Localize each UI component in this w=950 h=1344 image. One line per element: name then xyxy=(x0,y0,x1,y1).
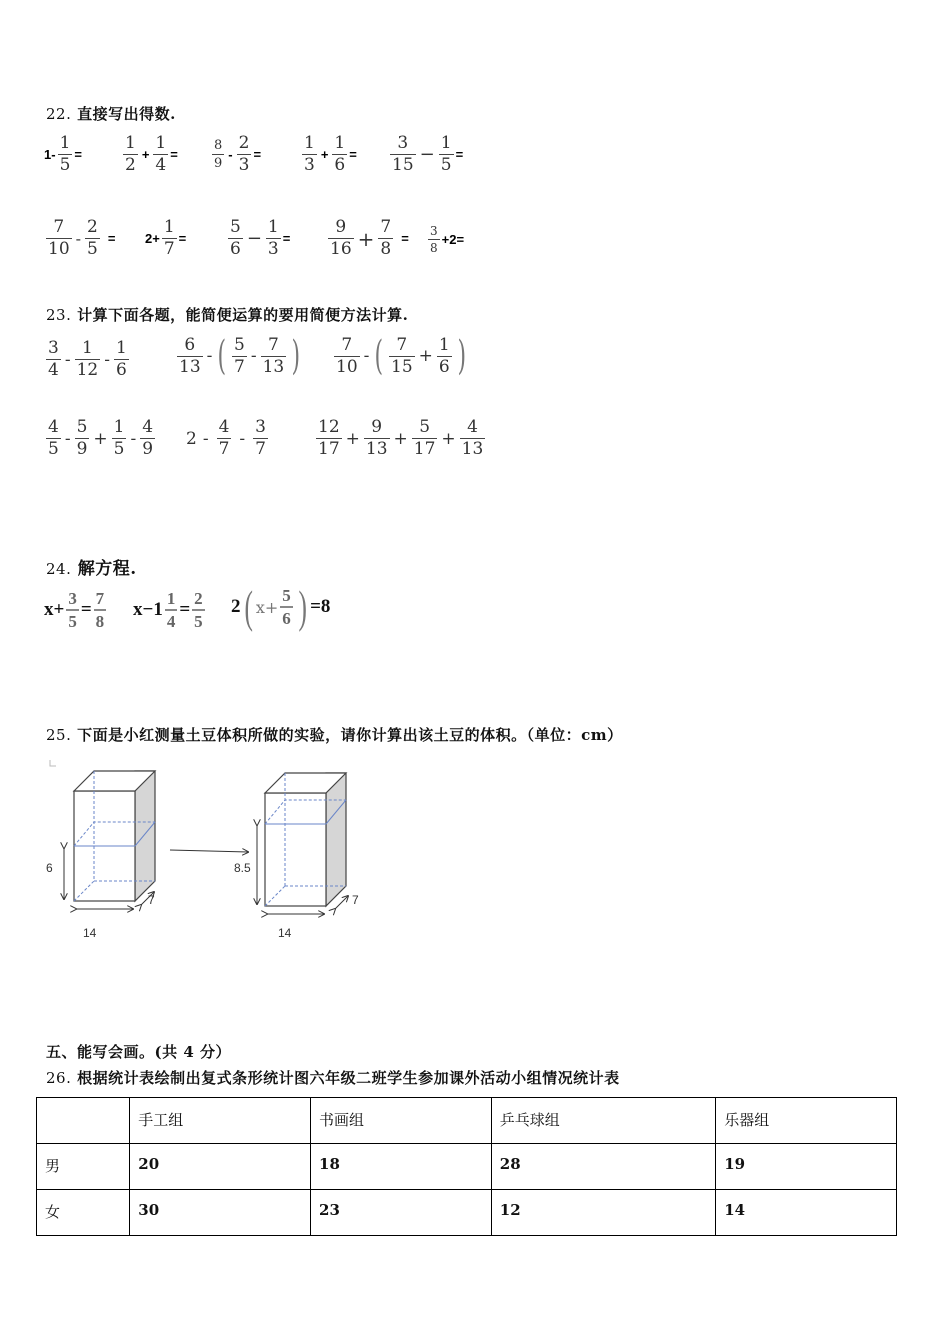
fraction: $\frac{5}{17}$ xyxy=(413,417,436,459)
table-cell: 19 xyxy=(716,1144,897,1190)
q22-expr-1: 1- $\frac{1}{5}$ = xyxy=(44,133,82,175)
table-row-label: 女 xyxy=(37,1190,130,1236)
table-cell: 12 xyxy=(491,1190,715,1236)
q22-expr-10: $\frac{3}{8}$ +2= xyxy=(430,224,465,255)
fraction: $\frac{7}{10}$ xyxy=(336,334,358,377)
right-paren: ) xyxy=(291,333,301,379)
left-paren: ( xyxy=(217,333,227,379)
fraction: $\frac{5}{6}$ xyxy=(282,586,291,628)
left-paren: ( xyxy=(374,333,384,379)
fraction: $\frac{3}{15}$ xyxy=(392,133,414,175)
fig1-width-label: 14 xyxy=(83,926,97,940)
q23-expr-2: $\frac{6}{13}$ - ( $\frac{5}{7}$ - $\frac{7}{13}$ ) xyxy=(179,333,301,379)
fraction: $\frac{3}{8}$ xyxy=(430,224,438,255)
fraction: $\frac{5}{9}$ xyxy=(76,417,88,459)
q23-expr-3: $\frac{7}{10}$ - ( $\frac{7}{15}$ + $\frac{1}{6}$ ) xyxy=(336,333,466,379)
fraction: $\frac{7}{13}$ xyxy=(262,334,285,377)
q25-title: 25. 下面是小红测量土豆体积所做的实验，请你计算出该土豆的体积。（单位：cm） xyxy=(46,726,623,744)
table-cell xyxy=(37,1098,130,1144)
q26-title: 26. 根据统计表绘制出复式条形统计图六年级二班学生参加课外活动小组情况统计表 xyxy=(46,1069,620,1087)
fraction: $\frac{1}{4}$ xyxy=(155,133,167,175)
fraction: $\frac{6}{13}$ xyxy=(179,334,201,377)
container-experiment-figure xyxy=(40,752,380,947)
q24-eq-2: x−1 $\frac{1}{4}$ = $\frac{2}{5}$ xyxy=(133,589,203,631)
fraction: $\frac{4}{7}$ xyxy=(218,417,230,459)
q23-expr-4: $\frac{4}{5}$ - $\frac{5}{9}$ + $\frac{1}{5}$ - $\frac{4}{9}$ xyxy=(48,417,154,459)
q22-expr-7: 2+ $\frac{1}{7}$ = xyxy=(145,217,187,259)
fraction: $\frac{1}{3}$ xyxy=(304,133,315,175)
q23-expr-5: 2 - $\frac{4}{7}$ - $\frac{3}{7}$ xyxy=(186,417,266,459)
fig1-height-label: 6 xyxy=(46,861,53,875)
table-header-row xyxy=(37,1098,897,1144)
q22-expr-4: $\frac{1}{3}$ + $\frac{1}{6}$ = xyxy=(304,133,357,175)
fraction: $\frac{2}{5}$ xyxy=(194,589,203,631)
container-before xyxy=(64,771,155,909)
fraction: $\frac{1}{2}$ xyxy=(125,133,136,175)
table-cell: 20 xyxy=(130,1144,311,1190)
q22-expr-8: $\frac{5}{6}$ − $\frac{1}{3}$ = xyxy=(230,217,291,259)
right-paren: ) xyxy=(457,333,466,379)
fraction: $\frac{1}{6}$ xyxy=(334,133,346,175)
table-header-cell: 乐器组 xyxy=(716,1098,897,1144)
fraction: $\frac{7}{10}$ xyxy=(48,217,70,259)
table-row xyxy=(37,1190,897,1236)
fraction: $\frac{2}{3}$ xyxy=(238,133,250,175)
table-cell: 14 xyxy=(716,1190,897,1236)
q23-expr-6: $\frac{12}{17}$ + $\frac{9}{13}$ + $\frac{5}{17}$ + $\frac{4}{13}$ xyxy=(318,417,484,459)
q22-expr-5: $\frac{3}{15}$ − $\frac{1}{5}$ = xyxy=(392,133,464,175)
table-row xyxy=(37,1144,897,1190)
q23-expr-1: $\frac{3}{4}$ - $\frac{1}{12}$ - $\frac{1}{6}$ xyxy=(48,338,127,380)
section-5-title: 五、能写会画。(共 4 分） xyxy=(46,1043,231,1061)
table-cell: 28 xyxy=(491,1144,715,1190)
fraction: $\frac{4}{13}$ xyxy=(461,417,484,459)
activity-stats-table xyxy=(36,1097,897,1236)
fraction: $\frac{12}{17}$ xyxy=(318,417,340,459)
fraction: $\frac{1}{5}$ xyxy=(59,133,71,175)
q22-title: 22. 直接写出得数. xyxy=(46,105,176,123)
q22-expr-9: $\frac{9}{16}$ + $\frac{7}{8}$ = xyxy=(330,217,409,259)
q23-title: 23. 计算下面各题，能简便运算的要用简便方法计算. xyxy=(46,306,409,324)
fraction: $\frac{9}{13}$ xyxy=(365,417,388,459)
corner-mark xyxy=(50,760,56,766)
fraction: $\frac{7}{15}$ xyxy=(391,334,413,377)
fraction: $\frac{1}{6}$ xyxy=(438,334,450,377)
fraction: $\frac{1}{5}$ xyxy=(113,417,125,459)
fraction: $\frac{1}{5}$ xyxy=(440,133,452,175)
fraction: $\frac{2}{5}$ xyxy=(87,217,98,259)
table-cell: 23 xyxy=(311,1190,492,1236)
fig2-height-label: 8.5 xyxy=(234,861,251,875)
table-row-label: 男 xyxy=(37,1144,130,1190)
fraction: $\frac{4}{9}$ xyxy=(142,417,154,459)
fraction: $\frac{3}{5}$ xyxy=(68,589,77,631)
q22-expr-3: $\frac{8}{9}$ - $\frac{2}{3}$ = xyxy=(214,133,262,175)
q24-title: 24. 解方程. xyxy=(46,559,137,579)
fraction: $\frac{1}{12}$ xyxy=(76,338,99,380)
fraction: $\frac{1}{7}$ xyxy=(163,217,175,259)
fig2-width-label: 14 xyxy=(278,926,292,940)
fraction: $\frac{8}{9}$ xyxy=(214,138,223,171)
transition-arrow xyxy=(170,850,248,852)
q22-expr-6: $\frac{7}{10}$ - $\frac{2}{5}$ = xyxy=(48,217,116,259)
fraction: $\frac{1}{3}$ xyxy=(267,217,279,259)
fraction: $\frac{5}{6}$ xyxy=(230,217,241,259)
fraction: $\frac{7}{8}$ xyxy=(380,217,392,259)
table-cell: 18 xyxy=(311,1144,492,1190)
table-header-cell: 乒乓球组 xyxy=(491,1098,715,1144)
right-paren: ) xyxy=(298,581,307,632)
container-after xyxy=(257,773,348,914)
fraction: $\frac{4}{5}$ xyxy=(48,417,59,459)
fig1-depth-label: 7 xyxy=(148,893,155,907)
fraction: $\frac{9}{16}$ xyxy=(330,217,352,259)
fig2-depth-label: 7 xyxy=(352,893,359,907)
table-cell: 30 xyxy=(130,1190,311,1236)
fraction: $\frac{1}{4}$ xyxy=(166,589,176,631)
fraction: $\frac{3}{7}$ xyxy=(255,417,266,459)
fraction: $\frac{7}{8}$ xyxy=(95,589,105,631)
q24-eq-1: x+ $\frac{3}{5}$ = $\frac{7}{8}$ xyxy=(44,589,105,631)
table-header-cell: 书画组 xyxy=(311,1098,492,1144)
fraction: $\frac{3}{4}$ xyxy=(48,338,59,380)
q22-expr-2: $\frac{1}{2}$ + $\frac{1}{4}$ = xyxy=(125,133,178,175)
fraction: $\frac{1}{6}$ xyxy=(115,338,127,380)
q24-eq-3: 2 ( x+ $\frac{5}{6}$ ) =8 xyxy=(231,581,331,632)
left-paren: ( xyxy=(243,581,253,632)
fraction: $\frac{5}{7}$ xyxy=(234,334,245,377)
table-header-cell: 手工组 xyxy=(130,1098,311,1144)
